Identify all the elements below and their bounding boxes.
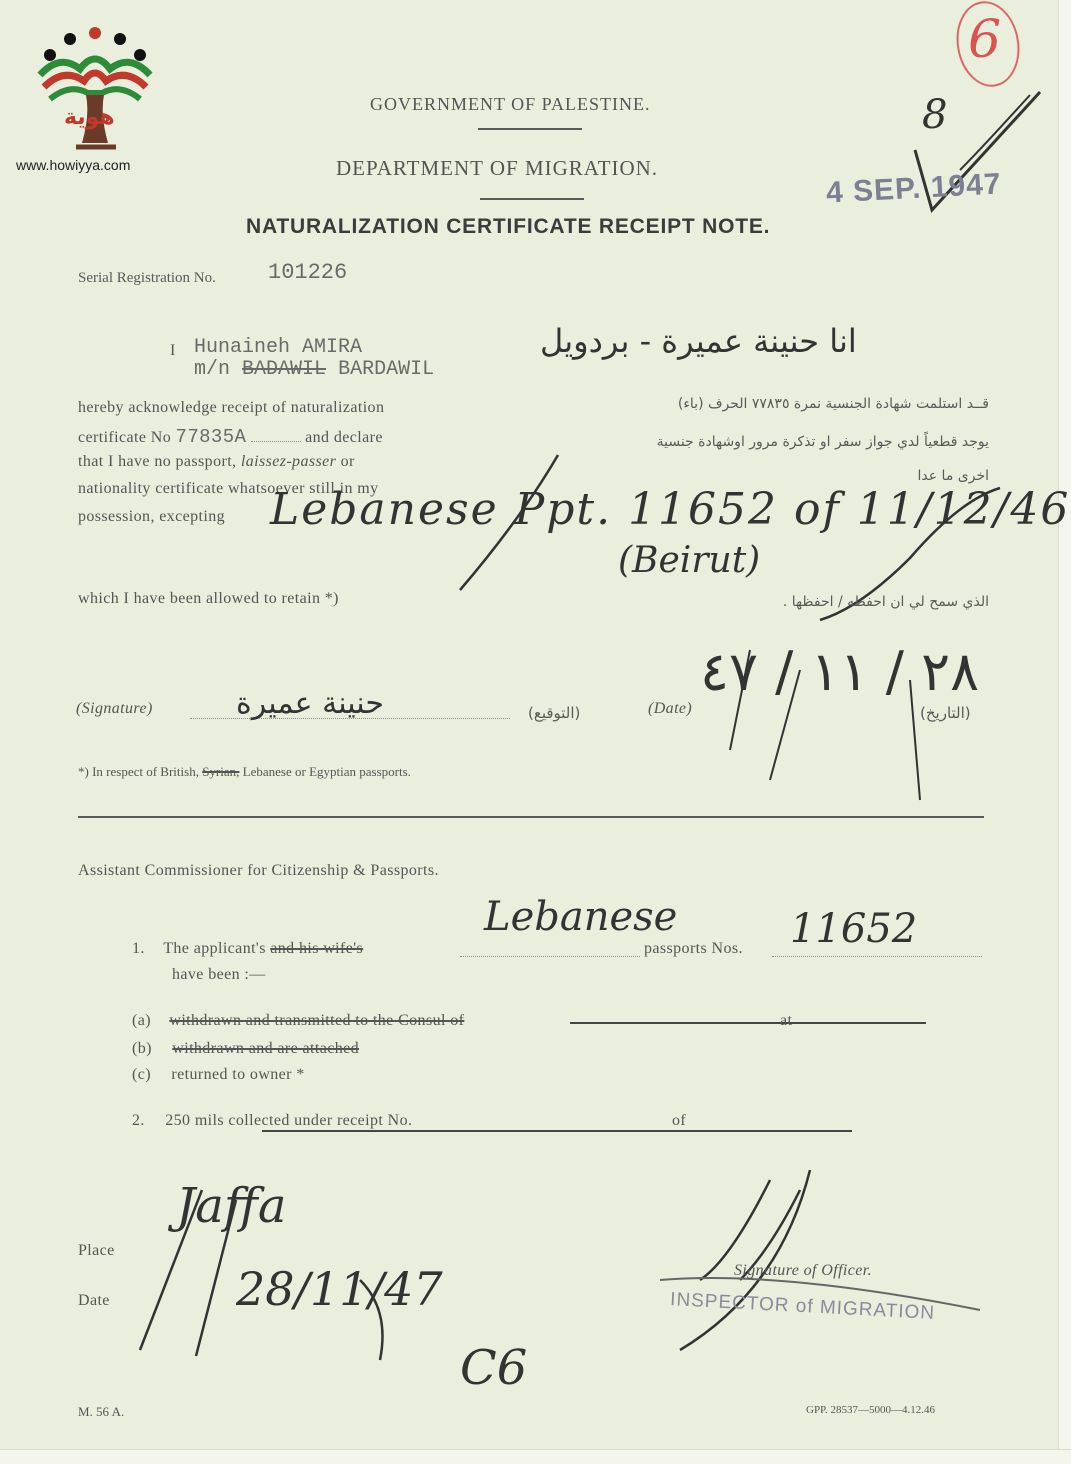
section-divider (78, 816, 984, 818)
footnote-struck: Syrian, (202, 764, 240, 779)
item2-text: 250 mils collected under receipt No. (165, 1112, 413, 1129)
handwritten-exception: Lebanese Ppt. 11652 of 11/12/46 (270, 484, 1071, 535)
circled-number: 6 (968, 10, 1002, 70)
place-label: Place (78, 1242, 115, 1259)
item1-passport-number: 11652 (790, 906, 918, 952)
serial-value: 101226 (268, 260, 348, 285)
item1-struck: and his wife's (270, 940, 364, 957)
arabic-declaration-3: اخرى ما عدا (917, 468, 989, 484)
item2-number: 2. (132, 1112, 145, 1129)
footnote-text-a: *) In respect of British, (78, 764, 199, 779)
arabic-declaration-2: يوجد قطعياً لدي جواز سفر او تذكرة مرور اوشهادة جنسية (656, 434, 989, 450)
date-label-footer: Date (78, 1292, 110, 1309)
applicant-prefix: I (170, 342, 176, 359)
item1-line (132, 940, 363, 958)
item1-have-been: have been :— (172, 966, 266, 983)
applicant-signature: حنينة عميرة (236, 686, 384, 721)
sub-c (132, 1066, 305, 1084)
declaration-line-4: nationality certificate whatsoever still in my (78, 480, 379, 497)
howiyya-logo[interactable] (16, 25, 160, 180)
applicant-date: ٢٨ / ١١ / ٤٧ (700, 640, 980, 703)
handwriting-strokes (440, 440, 1040, 640)
declaration-line-5: possession, excepting (78, 508, 226, 525)
arabic-declaration-1: قــد استلمت شهادة الجنسية نمرة ٧٧٨٣٥ الحرف (باء) (677, 396, 989, 412)
date-label-text: (Date) (648, 700, 693, 717)
logo-url[interactable]: www.howiyya.com (16, 157, 131, 173)
passport-text: that I have no passport, (78, 453, 237, 470)
form-code: M. 56 A. (78, 1404, 125, 1419)
item1-text-a: The applicant's (163, 940, 266, 957)
or-text: or (340, 453, 355, 470)
header-rule-2 (480, 198, 584, 200)
header-rule-1 (478, 128, 582, 130)
sub-c-text: returned to owner * (171, 1066, 305, 1083)
document-title: NATURALIZATION CERTIFICATE RECEIPT NOTE. (246, 215, 771, 238)
footnote (78, 764, 411, 780)
applicant-arabic-name: انا حنينة عميرة - بردويل (540, 322, 857, 360)
sub-b-text: withdrawn and are attached (172, 1040, 360, 1057)
sub-a-text: withdrawn and transmitted to the Consul of (169, 1012, 465, 1029)
sub-a-strike-line (570, 1022, 926, 1024)
maiden-name-prefix: m/n (194, 358, 231, 381)
item2-line (132, 1112, 412, 1130)
item1-nationality: Lebanese (484, 894, 678, 940)
signature-label-text: (Signature) (76, 700, 153, 717)
date-strokes (720, 620, 940, 810)
sub-a-at: at (780, 1012, 793, 1029)
footnote-text-b: Lebanese or Egyptian passports. (242, 764, 411, 779)
declaration-line-3 (78, 453, 355, 471)
logo-brand-text: هوية (64, 105, 115, 130)
declaration-line-1: hereby acknowledge receipt of naturalization (78, 399, 385, 416)
maiden-name-struck: BADAWIL (242, 358, 327, 381)
scan-edge-bottom (0, 1449, 1071, 1464)
signature-label-arabic: (التوقيع) (528, 704, 581, 722)
print-code: GPP. 28537—5000—4.12.46 (806, 1404, 935, 1416)
item1-number: 1. (132, 940, 145, 957)
item2-of: of (672, 1112, 687, 1129)
commissioner-heading: Assistant Commissioner for Citizenship & Passports. (78, 862, 439, 879)
sub-a-label: (a) (132, 1012, 151, 1029)
item1-passports-label: passports Nos. (644, 940, 743, 957)
signature-label (76, 700, 153, 718)
laissez-passer-text: laissez-passer (240, 453, 337, 470)
header-government: GOVERNMENT OF PALESTINE. (370, 94, 651, 114)
declare-text: and declare (305, 429, 383, 446)
howiyya-tree-icon (30, 25, 160, 155)
bottom-scribble: C6 (460, 1340, 528, 1396)
retain-text: which I have been allowed to retain *) (78, 590, 339, 607)
serial-label: Serial Registration No. (78, 270, 216, 286)
officer-stamp: INSPECTOR of MIGRATION (669, 1289, 936, 1324)
applicant-name-line1: Hunaineh AMIRA (194, 336, 363, 359)
certificate-label: certificate No (78, 429, 172, 446)
date-label (648, 700, 692, 718)
item1-dotted-line (460, 956, 640, 957)
sub-b-label: (b) (132, 1040, 152, 1057)
certificate-number: 77835A (175, 426, 247, 448)
declaration-line-2 (78, 426, 383, 448)
sub-c-label: (c) (132, 1066, 151, 1083)
footer-strokes (130, 1180, 450, 1370)
arabic-retain-text: الذي سمح لي ان احفظه / احفظها . (782, 594, 989, 610)
item2-line-rule (262, 1130, 852, 1132)
header-department: DEPARTMENT OF MIGRATION. (336, 156, 659, 180)
handwritten-exception-city: (Beirut) (618, 540, 761, 581)
sub-b (132, 1040, 359, 1058)
sub-a (132, 1012, 464, 1030)
maiden-name: BARDAWIL (338, 358, 435, 381)
officer-signature-label (734, 1262, 872, 1280)
check-number: 8 (922, 92, 948, 138)
date-value-footer: 28/11/47 (236, 1262, 443, 1316)
stamp-date: 4 SEP. 1947 (825, 167, 1003, 210)
applicant-name-line2 (194, 358, 434, 381)
place-value: Jaffa (176, 1178, 287, 1234)
officer-signature-label-text: Signature of Officer. (734, 1262, 873, 1279)
date-label-arabic: (التاريخ) (920, 704, 971, 722)
item1-number-line (772, 956, 982, 957)
